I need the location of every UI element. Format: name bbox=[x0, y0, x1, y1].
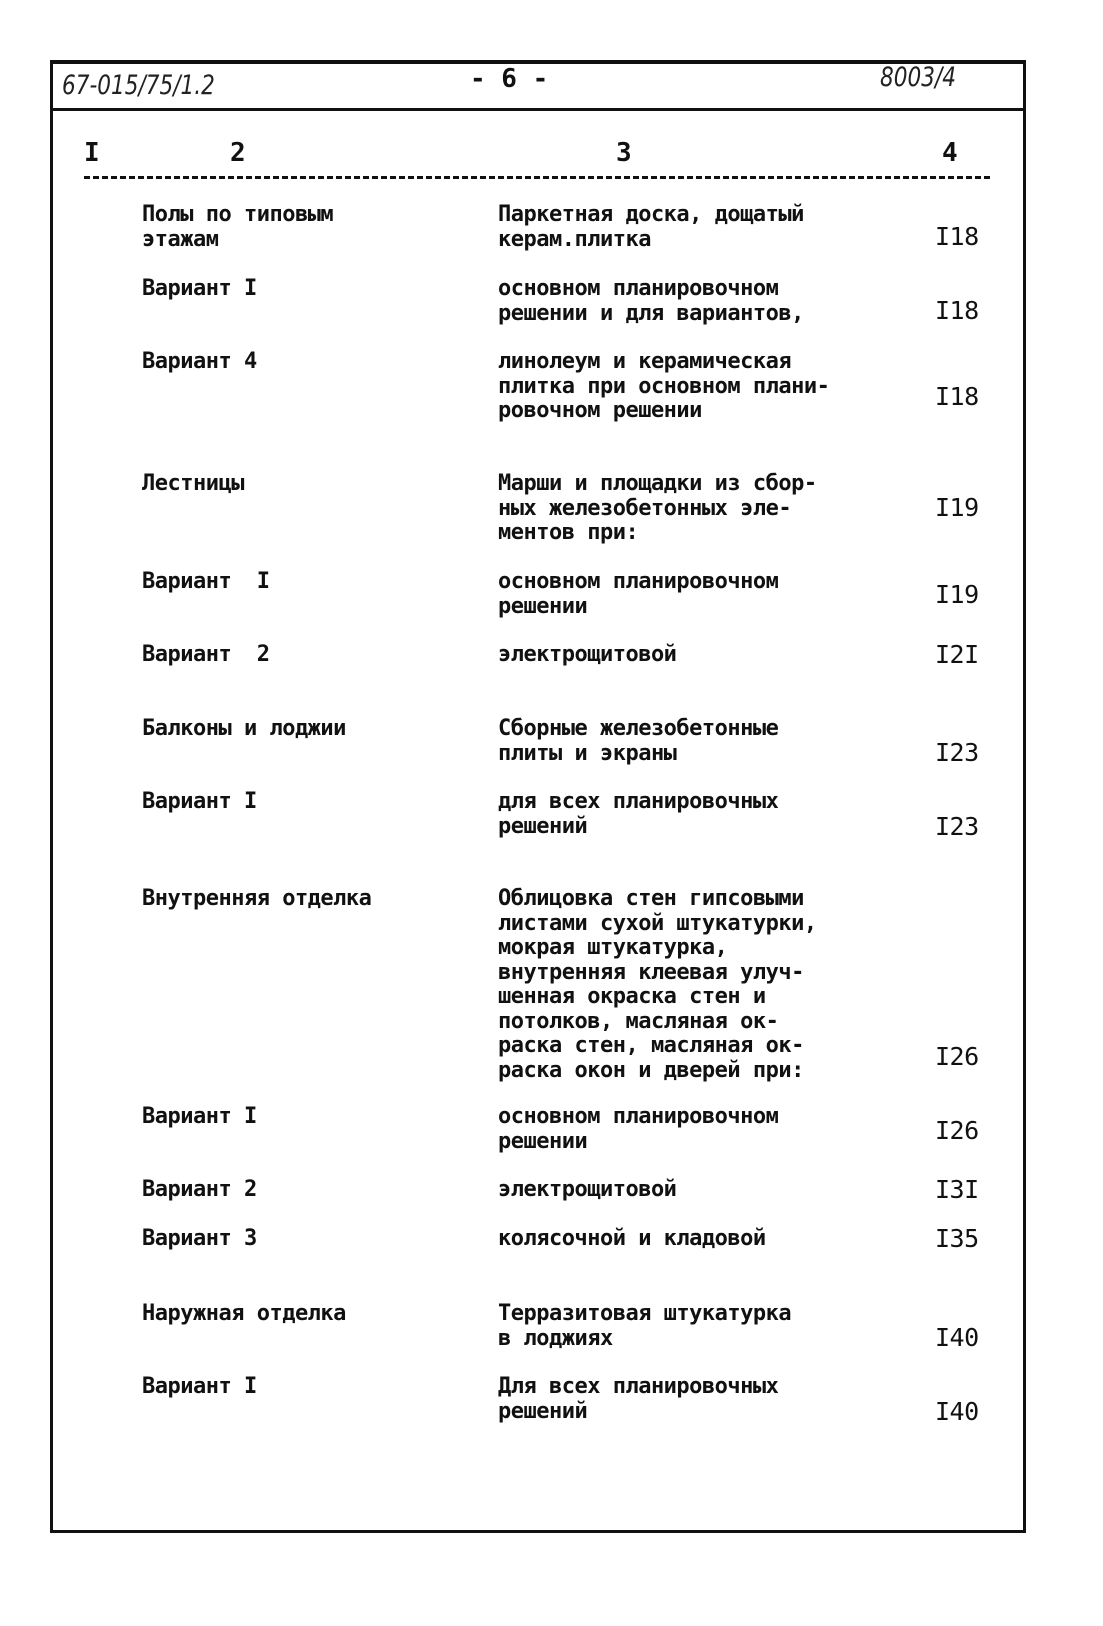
row-page-number: I2I bbox=[935, 640, 979, 669]
row-description-line: решении bbox=[498, 1128, 588, 1154]
row-page-number: I23 bbox=[935, 812, 979, 841]
row-description-line: Марши и площадки из сбор- bbox=[498, 471, 817, 496]
header-dashed-rule bbox=[84, 176, 990, 179]
column-header-2: 2 bbox=[230, 138, 246, 168]
header-divider bbox=[50, 108, 1023, 111]
row-element-label: Вариант I bbox=[142, 789, 257, 814]
row-page-number: I19 bbox=[935, 493, 979, 522]
row-page-number: I18 bbox=[935, 222, 979, 251]
row-page-number: I18 bbox=[935, 382, 979, 411]
row-description-line: решении bbox=[498, 593, 588, 619]
row-element-label: Наружная отделка bbox=[142, 1301, 346, 1326]
row-description-line: основном планировочном bbox=[498, 569, 779, 594]
row-description-line: раска окон и дверей при: bbox=[498, 1057, 804, 1083]
row-page-number: I19 bbox=[935, 580, 979, 609]
row-element-label: Вариант I bbox=[142, 1374, 257, 1399]
row-description-line: Терразитовая штукатурка bbox=[498, 1301, 792, 1326]
row-element-label: Вариант I bbox=[142, 569, 270, 594]
row-description-line: керам.плитка bbox=[498, 226, 651, 252]
row-description-line: потолков, масляная ок- bbox=[498, 1008, 779, 1034]
row-element-label: Балконы и лоджии bbox=[142, 716, 346, 741]
document-code: 67-015/75/1.2 bbox=[62, 70, 215, 101]
row-page-number: I40 bbox=[935, 1323, 979, 1352]
row-description-line: решении и для вариантов, bbox=[498, 300, 804, 326]
page-number: - 6 - bbox=[470, 64, 549, 94]
row-page-number: I18 bbox=[935, 296, 979, 325]
column-header-4: 4 bbox=[942, 138, 958, 168]
row-element-label: этажам bbox=[142, 226, 219, 252]
row-description-line: шенная окраска стен и bbox=[498, 984, 766, 1009]
row-description-line: в лоджиях bbox=[498, 1325, 613, 1351]
sheet-code: 8003/4 bbox=[880, 62, 956, 93]
row-description-line: раска стен, масляная ок- bbox=[498, 1033, 804, 1058]
row-description-line: Для всех планировочных bbox=[498, 1374, 779, 1399]
row-description-line: решений bbox=[498, 813, 588, 839]
row-description-line: колясочной и кладовой bbox=[498, 1226, 766, 1251]
row-element-label: Вариант I bbox=[142, 1104, 257, 1129]
row-page-number: I23 bbox=[935, 738, 979, 767]
row-page-number: I26 bbox=[935, 1116, 979, 1145]
row-element-label: Вариант 2 bbox=[142, 642, 270, 667]
row-description-line: внутренняя клеевая улуч- bbox=[498, 959, 804, 985]
row-description-line: плитка при основном плани- bbox=[498, 373, 830, 399]
row-description-line: решений bbox=[498, 1398, 588, 1424]
row-description-line: Облицовка стен гипсовыми bbox=[498, 886, 804, 911]
row-page-number: I40 bbox=[935, 1397, 979, 1426]
row-page-number: I26 bbox=[935, 1042, 979, 1071]
row-element-label: Вариант 4 bbox=[142, 349, 257, 374]
column-header-1: I bbox=[84, 138, 100, 168]
row-description-line: основном планировочном bbox=[498, 1104, 779, 1129]
row-description-line: Паркетная доска, дощатый bbox=[498, 202, 804, 227]
row-description-line: плиты и экраны bbox=[498, 740, 677, 766]
row-element-label: Полы по типовым bbox=[142, 202, 334, 227]
row-description-line: ровочном решении bbox=[498, 398, 702, 423]
row-page-number: I35 bbox=[935, 1224, 979, 1253]
column-header-3: 3 bbox=[616, 138, 632, 168]
row-element-label: Вариант 2 bbox=[142, 1177, 257, 1202]
row-element-label: Внутренняя отделка bbox=[142, 886, 372, 911]
row-description-line: ных железобетонных эле- bbox=[498, 495, 792, 521]
row-element-label: Лестницы bbox=[142, 471, 244, 496]
row-description-line: мокрая штукатурка, bbox=[498, 935, 728, 960]
row-page-number: I3I bbox=[935, 1175, 979, 1204]
row-description-line: ментов при: bbox=[498, 520, 639, 545]
row-description-line: электрощитовой bbox=[498, 1177, 677, 1202]
row-description-line: для всех планировочных bbox=[498, 789, 779, 814]
row-description-line: электрощитовой bbox=[498, 642, 677, 667]
row-description-line: основном планировочном bbox=[498, 276, 779, 301]
row-description-line: Сборные железобетонные bbox=[498, 716, 779, 741]
row-element-label: Вариант I bbox=[142, 276, 257, 301]
row-element-label: Вариант 3 bbox=[142, 1226, 257, 1251]
row-description-line: листами сухой штукатурки, bbox=[498, 910, 817, 936]
row-description-line: линолеум и керамическая bbox=[498, 349, 792, 374]
